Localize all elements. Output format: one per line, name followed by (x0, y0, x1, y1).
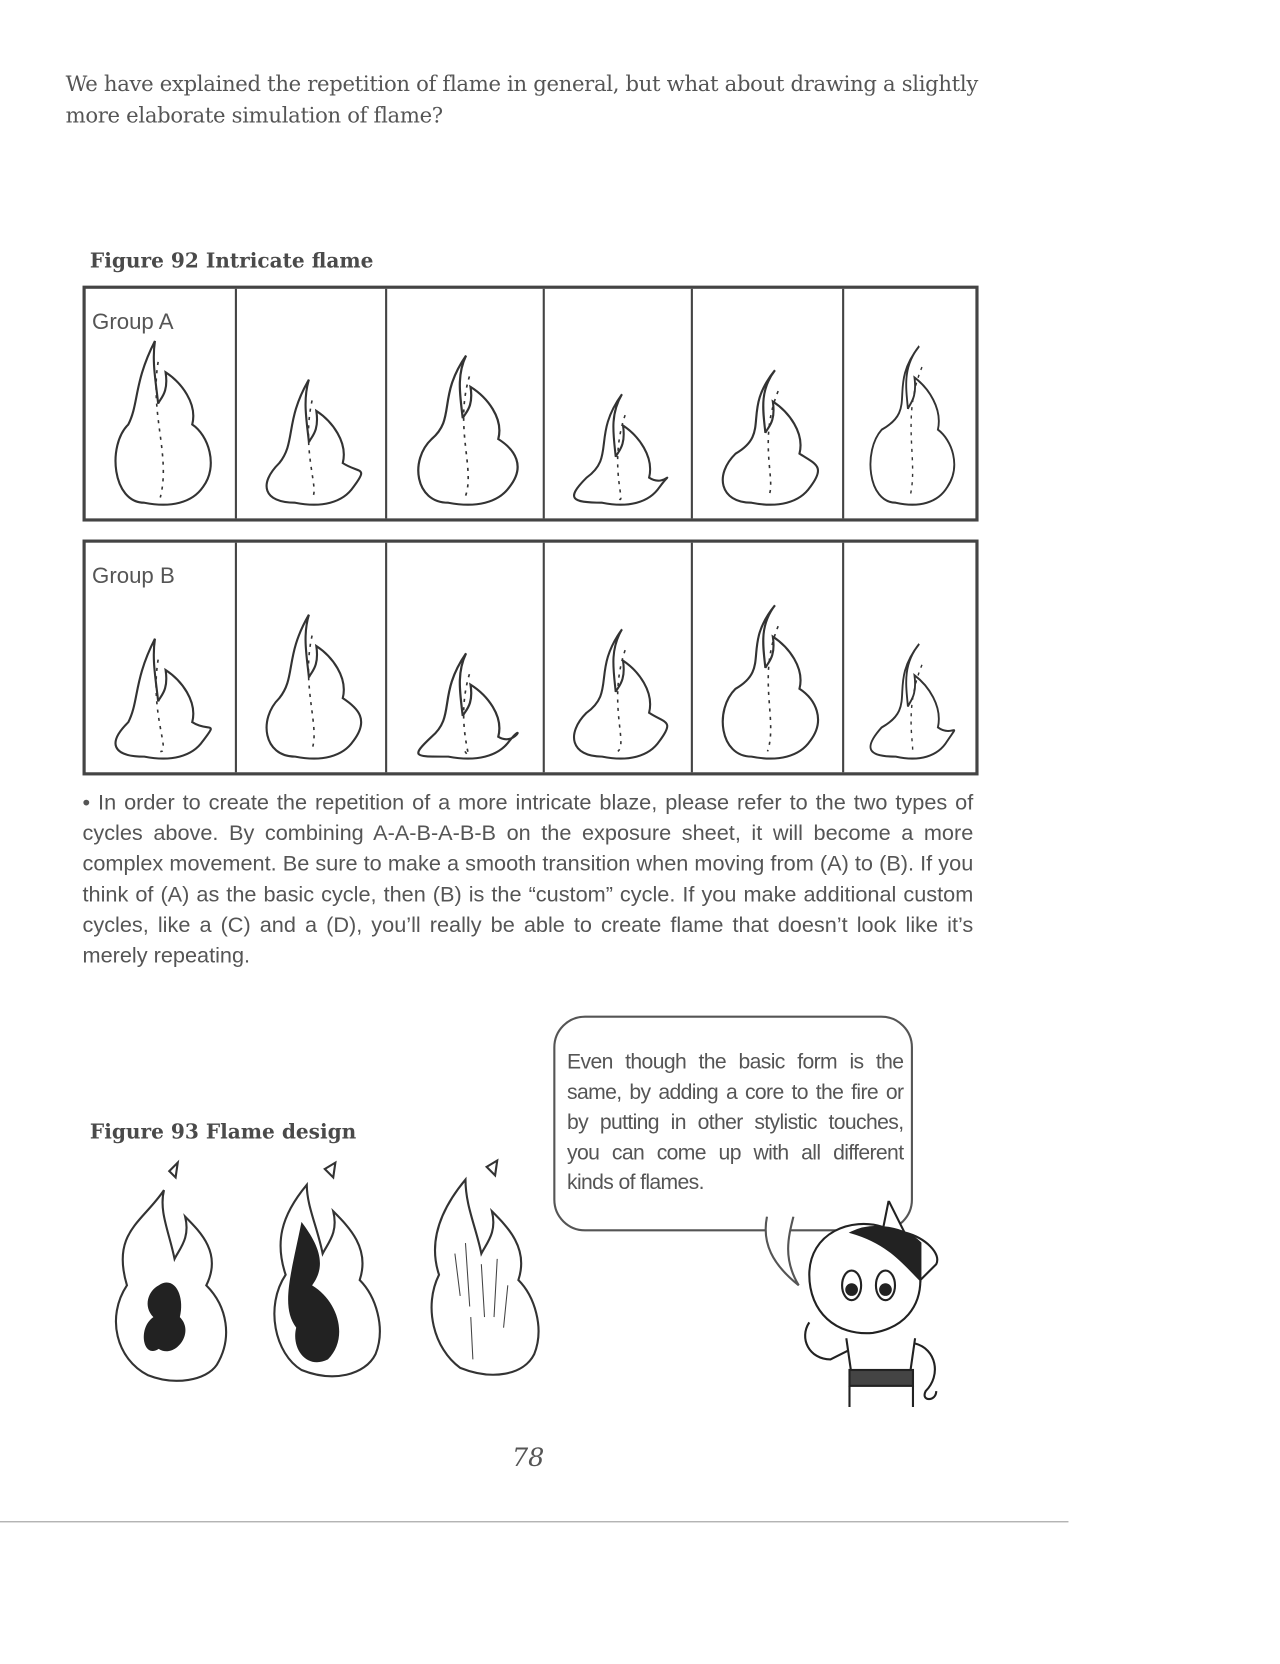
speech-bubble-text: Even though the basic form is the same, by adding a core to the fire or by putting in other stylistic touches, you can come up with all different kinds of flames. (567, 1050, 904, 1195)
flame-frame (844, 289, 975, 519)
flame-drawing (545, 289, 691, 519)
flame-frame (844, 543, 975, 773)
body-paragraph: • In order to create the repetition of a more intricate blaze, please refer to the two types of cycles above. By combining A-A-B-A-B-B on the exposure sheet, it will become a more complex movement. Be sure to make a smooth transition when moving from (A) to (B). If you think of (A) as the basic cycle, then (B) is the “custom” cycle. If you make additional custom cycles, like a (C) and a (D), you’ll really be able to create flame that doesn’t look like it’s merely repeating. (82, 790, 974, 968)
page-bottom-rule (0, 1521, 1068, 1522)
flame-drawing (237, 289, 385, 519)
flame-designs-illustration (101, 1158, 556, 1391)
flame-frame (693, 289, 844, 519)
flame-design-3 (432, 1180, 539, 1375)
flame-drawing (86, 543, 235, 773)
group-b-label: Group B (92, 563, 175, 589)
figure-92-caption: Figure 92 Intricate flame (89, 249, 374, 273)
flame-frame (86, 543, 237, 773)
astro-boy-character-illustration (788, 1201, 947, 1407)
flame-drawing (844, 289, 975, 519)
flame-frame (387, 543, 545, 773)
flame-drawing (237, 543, 385, 773)
flame-drawing (545, 543, 691, 773)
group-a-label: Group A (92, 309, 174, 335)
flame-frame (545, 543, 693, 773)
flame-frame (86, 289, 237, 519)
flame-drawing (693, 543, 842, 773)
flame-frame (237, 543, 387, 773)
flame-drawing (844, 543, 975, 773)
flame-frame (237, 289, 387, 519)
page-number: 78 (512, 1442, 545, 1473)
flame-drawing (86, 289, 235, 519)
flame-frame (387, 289, 545, 519)
intro-text: We have explained the repetition of flame in general, but what about drawing a slightly more elaborate simulation of flame? (65, 70, 978, 129)
flame-frame (693, 543, 844, 773)
flame-drawing (387, 543, 543, 773)
group-b-strip (83, 540, 979, 776)
flame-drawing (693, 289, 842, 519)
flame-drawing (387, 289, 543, 519)
group-a-strip (83, 286, 979, 522)
flame-frame (545, 289, 693, 519)
figure-93-caption: Figure 93 Flame design (89, 1120, 357, 1144)
